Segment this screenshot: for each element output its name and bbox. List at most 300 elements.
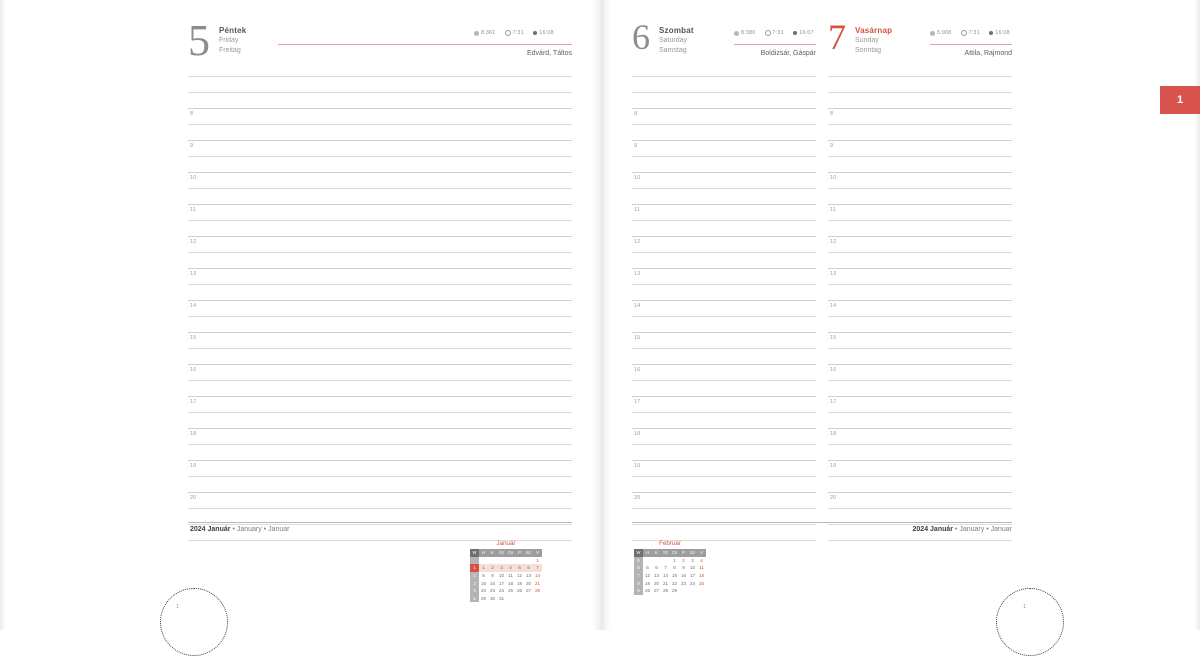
mini-calendar-week-row xyxy=(634,564,706,572)
mini-calendar-day[interactable]: 9 xyxy=(682,565,685,571)
mini-calendar-day[interactable]: 13 xyxy=(653,573,660,579)
hour-label: 13 xyxy=(830,270,837,277)
mini-calendar-day[interactable] xyxy=(643,557,652,565)
footer-month-right-sub: • January • Januar xyxy=(954,526,1012,533)
mini-calendar-day[interactable] xyxy=(679,587,688,595)
mini-calendar-weekday-header: Sz xyxy=(688,549,697,557)
day-name-de-sunday: Sonntag xyxy=(855,46,882,54)
mini-calendar-day[interactable]: 10 xyxy=(498,573,505,579)
mini-calendar-day[interactable] xyxy=(697,587,706,595)
hour-label: 20 xyxy=(190,494,197,501)
hour-row[interactable] xyxy=(828,460,1012,476)
mini-calendar-day[interactable]: 4 xyxy=(506,564,515,572)
hour-row[interactable] xyxy=(828,236,1012,252)
hour-row[interactable] xyxy=(188,236,572,252)
mini-calendar-weekday-header: V xyxy=(533,549,542,557)
day-name-de-friday: Freitag xyxy=(219,46,241,54)
hour-grid-friday[interactable] xyxy=(188,76,572,556)
mini-calendar-day[interactable]: 23 xyxy=(680,580,687,586)
hour-label: 14 xyxy=(190,302,197,309)
half-hour-row[interactable] xyxy=(188,188,572,204)
hour-row[interactable] xyxy=(632,332,816,348)
sunrise-friday: 7:31 xyxy=(512,30,524,36)
half-hour-row[interactable] xyxy=(188,348,572,364)
mini-calendar-day[interactable]: 7 xyxy=(664,565,667,571)
half-hour-row[interactable] xyxy=(828,444,1012,460)
mini-calendar-week-number xyxy=(470,557,479,565)
hour-label: 8 xyxy=(634,110,638,117)
hour-row[interactable] xyxy=(188,140,572,156)
mini-calendar-week-number: 8 xyxy=(634,579,643,587)
mini-calendar-day[interactable]: 25 xyxy=(507,588,514,594)
mini-calendar-day[interactable]: 8 xyxy=(482,573,485,579)
hour-row[interactable] xyxy=(828,204,1012,220)
half-hour-row[interactable] xyxy=(188,412,572,428)
mini-calendar-weekday-header: H xyxy=(479,549,488,557)
mini-calendar-day[interactable] xyxy=(524,557,533,565)
half-hour-row[interactable] xyxy=(632,284,816,300)
hour-row-blank[interactable] xyxy=(632,524,816,540)
mini-calendar-week-number: 5 xyxy=(634,557,643,565)
mini-calendar-weekday-header: H xyxy=(643,549,652,557)
mini-calendar-week-number: 2 xyxy=(470,572,479,580)
sun-info-sunday xyxy=(930,30,1010,36)
day-name-en-friday: Friday xyxy=(219,37,239,44)
hour-row-blank[interactable] xyxy=(632,92,816,108)
half-hour-row[interactable] xyxy=(188,284,572,300)
hour-row[interactable] xyxy=(188,396,572,412)
half-hour-row[interactable] xyxy=(188,476,572,492)
month-tab[interactable]: 1 xyxy=(1160,86,1200,114)
hour-row[interactable] xyxy=(632,460,816,476)
mini-calendar-day[interactable]: 16 xyxy=(489,580,496,586)
sunset-sunday-group xyxy=(989,30,1010,36)
hour-row[interactable] xyxy=(828,108,1012,124)
mini-calendar-january[interactable] xyxy=(470,540,542,602)
page-number-right: 1 xyxy=(1022,604,1026,610)
daylength-friday: 8:361 xyxy=(481,30,496,36)
day-name-en-saturday: Saturday xyxy=(659,37,688,44)
half-hour-row[interactable] xyxy=(632,220,816,236)
mini-calendar-week-number: 4 xyxy=(470,587,479,595)
hour-row[interactable] xyxy=(632,364,816,380)
mini-calendar-weekday-header: Sz xyxy=(524,549,533,557)
mini-calendar-day[interactable]: 31 xyxy=(498,595,505,601)
hour-row[interactable] xyxy=(632,268,816,284)
hour-row[interactable] xyxy=(188,172,572,188)
mini-calendar-day[interactable] xyxy=(688,587,697,595)
mini-calendar-day[interactable]: 1 xyxy=(536,557,539,563)
mini-calendar-day[interactable]: 16 xyxy=(680,573,687,579)
hour-row[interactable] xyxy=(828,140,1012,156)
namedays-friday: Edvárd, Táltos xyxy=(526,50,572,57)
day-header-sunday xyxy=(828,17,893,57)
hour-label: 16 xyxy=(830,366,837,373)
hour-row[interactable] xyxy=(632,108,816,124)
hour-label: 19 xyxy=(830,462,837,469)
footer-rule-right xyxy=(632,522,1012,523)
mini-calendar-day[interactable]: 5 xyxy=(646,565,649,571)
mini-calendar-day[interactable] xyxy=(533,595,542,603)
nameday-rule-friday xyxy=(278,44,572,45)
mini-calendar-table xyxy=(634,549,706,595)
footer-month-right xyxy=(828,526,1012,533)
daylength-sunday-group xyxy=(930,30,952,36)
hour-label: 16 xyxy=(190,366,197,373)
hour-row[interactable] xyxy=(632,492,816,508)
mini-calendar-day[interactable]: 20 xyxy=(525,580,532,586)
hour-label: 12 xyxy=(634,238,641,245)
mini-calendar-week-row xyxy=(634,572,706,580)
mini-calendar-day[interactable]: 26 xyxy=(644,588,651,594)
mini-calendar-week-number: 3 xyxy=(470,579,479,587)
mini-calendar-day[interactable]: 15 xyxy=(480,580,487,586)
daylength-friday-group xyxy=(474,30,496,36)
hour-row-blank[interactable] xyxy=(828,76,1012,92)
sunrise-icon xyxy=(505,30,511,36)
day-header-friday xyxy=(188,16,247,65)
mini-calendar-table xyxy=(470,549,542,602)
mini-calendar-week-row xyxy=(470,557,542,565)
mini-calendar-day[interactable] xyxy=(515,557,524,565)
half-hour-row[interactable] xyxy=(188,252,572,268)
mini-calendar-day[interactable] xyxy=(515,595,524,603)
mini-calendar-day[interactable]: 5 xyxy=(515,564,524,572)
hour-row[interactable] xyxy=(188,268,572,284)
half-hour-row[interactable] xyxy=(632,188,816,204)
sun-icon xyxy=(734,31,739,36)
mini-calendar-weekday-header: P xyxy=(515,549,524,557)
nameday-rule-saturday xyxy=(734,44,816,45)
hour-row[interactable] xyxy=(188,428,572,444)
mini-calendar-day[interactable]: 3 xyxy=(497,564,506,572)
mini-calendar-day[interactable]: 24 xyxy=(498,588,505,594)
mini-calendar-day[interactable]: 29 xyxy=(480,595,487,601)
mini-calendar-day[interactable]: 15 xyxy=(671,573,678,579)
half-hour-row[interactable] xyxy=(828,188,1012,204)
mini-calendar-day[interactable] xyxy=(488,557,497,565)
mini-calendar-day[interactable]: 9 xyxy=(491,573,494,579)
left-page xyxy=(0,0,600,630)
mini-calendar-day[interactable]: 10 xyxy=(689,565,696,571)
mini-calendar-day[interactable]: 6 xyxy=(655,565,658,571)
day-name-en-sunday: Sunday xyxy=(855,37,879,44)
mini-calendar-week-number: 9 xyxy=(634,587,643,595)
hour-label: 12 xyxy=(190,238,197,245)
half-hour-row[interactable] xyxy=(828,124,1012,140)
hour-label: 8 xyxy=(190,110,194,117)
mini-calendar-day[interactable]: 25 xyxy=(698,580,705,586)
hour-row-blank[interactable] xyxy=(188,92,572,108)
mini-calendar-day[interactable]: 23 xyxy=(489,588,496,594)
hour-label: 18 xyxy=(190,430,197,437)
hour-row[interactable] xyxy=(632,204,816,220)
half-hour-row[interactable] xyxy=(188,316,572,332)
hour-row[interactable] xyxy=(632,236,816,252)
daylength-saturday-group xyxy=(734,30,756,36)
half-hour-row[interactable] xyxy=(828,252,1012,268)
mini-calendar-day[interactable]: 28 xyxy=(534,588,541,594)
binding-ring-right xyxy=(996,588,1064,656)
hour-row[interactable] xyxy=(632,300,816,316)
sun-icon xyxy=(930,31,935,36)
day-name-hu-friday: Péntek xyxy=(219,26,247,35)
mini-calendar-day[interactable]: 28 xyxy=(662,588,669,594)
half-hour-row[interactable] xyxy=(828,220,1012,236)
half-hour-row[interactable] xyxy=(828,284,1012,300)
mini-calendar-day[interactable]: 26 xyxy=(516,588,523,594)
mini-calendar-day[interactable]: 12 xyxy=(644,573,651,579)
day-number-saturday: 6 xyxy=(632,17,650,57)
mini-calendar-weekday-header: V xyxy=(697,549,706,557)
hour-row[interactable] xyxy=(632,140,816,156)
sun-info-saturday xyxy=(734,30,814,36)
mini-calendar-day[interactable]: 30 xyxy=(489,595,496,601)
half-hour-row[interactable] xyxy=(632,380,816,396)
mini-calendar-day[interactable]: 24 xyxy=(689,580,696,586)
mini-calendar-day[interactable]: 3 xyxy=(691,557,694,563)
hour-row[interactable] xyxy=(188,460,572,476)
half-hour-row[interactable] xyxy=(632,476,816,492)
day-header-saturday xyxy=(632,17,694,57)
footer-month-left-sub: • January • Januar xyxy=(232,526,290,533)
mini-calendar-day[interactable]: 19 xyxy=(644,580,651,586)
half-hour-row[interactable] xyxy=(632,412,816,428)
hour-label: 12 xyxy=(830,238,837,245)
hour-label: 16 xyxy=(634,366,641,373)
mini-calendar-day[interactable]: 2 xyxy=(682,557,685,563)
hour-label: 10 xyxy=(634,174,641,181)
hour-row[interactable] xyxy=(188,300,572,316)
day-number-sunday: 7 xyxy=(828,17,846,57)
sunset-icon xyxy=(793,31,798,36)
mini-calendar-day[interactable]: 14 xyxy=(534,573,541,579)
mini-calendar-day[interactable] xyxy=(497,557,506,565)
footer-month-left-strong: 2024 Január xyxy=(190,526,231,533)
hour-label: 18 xyxy=(830,430,837,437)
hour-label: 14 xyxy=(830,302,837,309)
half-hour-row[interactable] xyxy=(188,444,572,460)
mini-calendar-week-row xyxy=(634,579,706,587)
mini-calendar-day[interactable]: 7 xyxy=(533,564,542,572)
half-hour-row[interactable] xyxy=(188,380,572,396)
mini-calendar-day[interactable]: 17 xyxy=(498,580,505,586)
mini-calendar-day[interactable]: 21 xyxy=(534,580,541,586)
hour-row-blank[interactable] xyxy=(828,540,1012,556)
mini-calendar-title: Február xyxy=(659,540,681,547)
hour-label: 19 xyxy=(634,462,641,469)
hour-grid-sunday[interactable] xyxy=(828,76,1012,556)
page-number-left: 1 xyxy=(176,604,180,610)
hour-row[interactable] xyxy=(188,204,572,220)
daylength-saturday: 8:380 xyxy=(741,30,756,36)
hour-row[interactable] xyxy=(828,492,1012,508)
day-name-de-saturday: Samstag xyxy=(659,46,687,54)
sunset-sunday: 16:08 xyxy=(995,30,1010,36)
hour-label: 15 xyxy=(190,334,197,341)
mini-calendar-day[interactable]: 22 xyxy=(671,580,678,586)
mini-calendar-weekday-header: P xyxy=(679,549,688,557)
mini-calendar-day[interactable]: 1 xyxy=(479,564,488,572)
mini-calendar-day[interactable]: 13 xyxy=(525,573,532,579)
mini-calendar-day[interactable]: 6 xyxy=(524,564,533,572)
mini-calendar-day[interactable]: 11 xyxy=(508,573,513,579)
daylength-sunday: 5:008 xyxy=(937,30,952,36)
mini-calendar-day[interactable]: 21 xyxy=(662,580,669,586)
mini-calendar-weekday-header: Sz xyxy=(661,549,670,557)
hour-row[interactable] xyxy=(828,268,1012,284)
mini-calendar-day[interactable] xyxy=(652,557,661,565)
hour-label: 9 xyxy=(634,142,638,149)
mini-calendar-weekday-header: Cs xyxy=(671,550,678,556)
hour-row[interactable] xyxy=(632,172,816,188)
mini-calendar-week-row xyxy=(470,587,542,595)
sunrise-icon xyxy=(765,30,771,36)
mini-calendar-title: Január xyxy=(496,540,516,547)
day-names-saturday xyxy=(659,22,694,55)
hour-grid-saturday[interactable] xyxy=(632,76,816,556)
half-hour-row[interactable] xyxy=(828,380,1012,396)
mini-calendar-week-row xyxy=(470,572,542,580)
hour-row-blank[interactable] xyxy=(632,76,816,92)
mini-calendar-day[interactable]: 18 xyxy=(698,573,705,579)
mini-calendar-day[interactable] xyxy=(524,595,533,603)
hour-label: 19 xyxy=(190,462,197,469)
hour-row[interactable] xyxy=(828,396,1012,412)
footer-rule-left xyxy=(188,522,572,523)
mini-calendar-week-header: W xyxy=(634,549,643,557)
mini-calendar-february[interactable] xyxy=(634,540,706,595)
hour-label: 17 xyxy=(830,398,837,405)
mini-calendar-day[interactable]: 2 xyxy=(488,564,497,572)
hour-label: 9 xyxy=(830,142,834,149)
sunset-friday-group xyxy=(533,30,554,36)
mini-calendar-day[interactable]: 27 xyxy=(653,588,660,594)
hour-label: 10 xyxy=(830,174,837,181)
right-page xyxy=(600,0,1200,630)
mini-calendar-day[interactable]: 8 xyxy=(673,565,676,571)
mini-calendar-day[interactable]: 22 xyxy=(480,588,487,594)
half-hour-row[interactable] xyxy=(632,316,816,332)
hour-label: 8 xyxy=(830,110,834,117)
footer-month-right-strong: 2024 Január xyxy=(912,526,953,533)
half-hour-row[interactable] xyxy=(828,476,1012,492)
mini-calendar-day[interactable]: 20 xyxy=(653,580,660,586)
sunrise-friday-group xyxy=(505,30,524,36)
hour-row[interactable] xyxy=(188,492,572,508)
half-hour-row[interactable] xyxy=(632,252,816,268)
sunrise-icon xyxy=(961,30,967,36)
nameday-rule-sunday xyxy=(930,44,1012,45)
hour-row[interactable] xyxy=(828,332,1012,348)
hour-label: 18 xyxy=(634,430,641,437)
hour-row[interactable] xyxy=(188,332,572,348)
half-hour-row[interactable] xyxy=(828,316,1012,332)
hour-row-blank[interactable] xyxy=(828,92,1012,108)
namedays-sunday: Attila, Rajmond xyxy=(964,50,1012,57)
mini-calendar-day[interactable]: 12 xyxy=(516,573,523,579)
half-hour-row[interactable] xyxy=(632,444,816,460)
hour-label: 11 xyxy=(830,206,836,213)
day-names-friday xyxy=(219,22,246,55)
mini-calendar-day[interactable]: 1 xyxy=(673,557,676,563)
hour-label: 13 xyxy=(190,270,197,277)
sunrise-sunday: 7:31 xyxy=(968,30,980,36)
hour-label: 11 xyxy=(190,206,196,213)
mini-calendar-week-row xyxy=(470,564,542,572)
hour-label: 14 xyxy=(634,302,641,309)
half-hour-row[interactable] xyxy=(188,220,572,236)
hour-row[interactable] xyxy=(188,364,572,380)
mini-calendar-day[interactable]: 18 xyxy=(507,580,514,586)
sunrise-saturday: 7:31 xyxy=(772,30,784,36)
sunset-saturday-group xyxy=(793,30,814,36)
sunset-saturday: 16:07 xyxy=(799,30,814,36)
half-hour-row[interactable] xyxy=(632,348,816,364)
hour-row-blank[interactable] xyxy=(188,76,572,92)
mini-calendar-day[interactable]: 11 xyxy=(699,565,704,571)
mini-calendar-day[interactable] xyxy=(506,595,515,603)
hour-label: 13 xyxy=(634,270,641,277)
mini-calendar-day[interactable]: 27 xyxy=(525,588,532,594)
mini-calendar-day[interactable]: 14 xyxy=(662,573,669,579)
hour-label: 9 xyxy=(190,142,194,149)
mini-calendar-week-row xyxy=(634,587,706,595)
half-hour-row[interactable] xyxy=(828,348,1012,364)
mini-calendar-day[interactable] xyxy=(479,557,488,565)
namedays-saturday: Boldizsár, Gáspár xyxy=(760,50,816,57)
hour-row[interactable] xyxy=(828,428,1012,444)
footer-month-left xyxy=(190,526,289,533)
mini-calendar-day[interactable]: 29 xyxy=(671,588,678,594)
sunset-friday: 16:08 xyxy=(539,30,554,36)
half-hour-row[interactable] xyxy=(828,412,1012,428)
mini-calendar-week-row xyxy=(470,595,542,603)
hour-label: 20 xyxy=(634,494,641,501)
mini-calendar-day[interactable] xyxy=(506,557,515,565)
binding-ring-left xyxy=(160,588,228,656)
hour-label: 20 xyxy=(830,494,837,501)
day-names-sunday xyxy=(855,22,892,55)
half-hour-row[interactable] xyxy=(188,156,572,172)
mini-calendar-day[interactable]: 17 xyxy=(689,573,696,579)
half-hour-row[interactable] xyxy=(188,124,572,140)
hour-row[interactable] xyxy=(188,108,572,124)
hour-label: 15 xyxy=(634,334,641,341)
mini-calendar-day[interactable]: 4 xyxy=(700,557,703,563)
day-name-hu-sunday: Vasárnap xyxy=(855,26,893,35)
half-hour-row[interactable] xyxy=(632,156,816,172)
hour-row[interactable] xyxy=(632,396,816,412)
hour-label: 10 xyxy=(190,174,197,181)
sunrise-sunday-group xyxy=(961,30,980,36)
hour-label: 15 xyxy=(830,334,837,341)
sun-icon xyxy=(474,31,479,36)
mini-calendar-day[interactable] xyxy=(661,557,670,565)
hour-row[interactable] xyxy=(828,364,1012,380)
mini-calendar-week-row xyxy=(634,557,706,565)
mini-calendar-week-header: W xyxy=(470,549,479,557)
mini-calendar-weekday-header: K xyxy=(652,549,661,557)
hour-row[interactable] xyxy=(632,428,816,444)
day-name-hu-saturday: Szombat xyxy=(659,26,694,35)
half-hour-row[interactable] xyxy=(828,156,1012,172)
day-number-friday: 5 xyxy=(188,16,210,65)
half-hour-row[interactable] xyxy=(632,124,816,140)
mini-calendar-day[interactable]: 19 xyxy=(516,580,523,586)
hour-row[interactable] xyxy=(828,300,1012,316)
hour-row[interactable] xyxy=(828,172,1012,188)
